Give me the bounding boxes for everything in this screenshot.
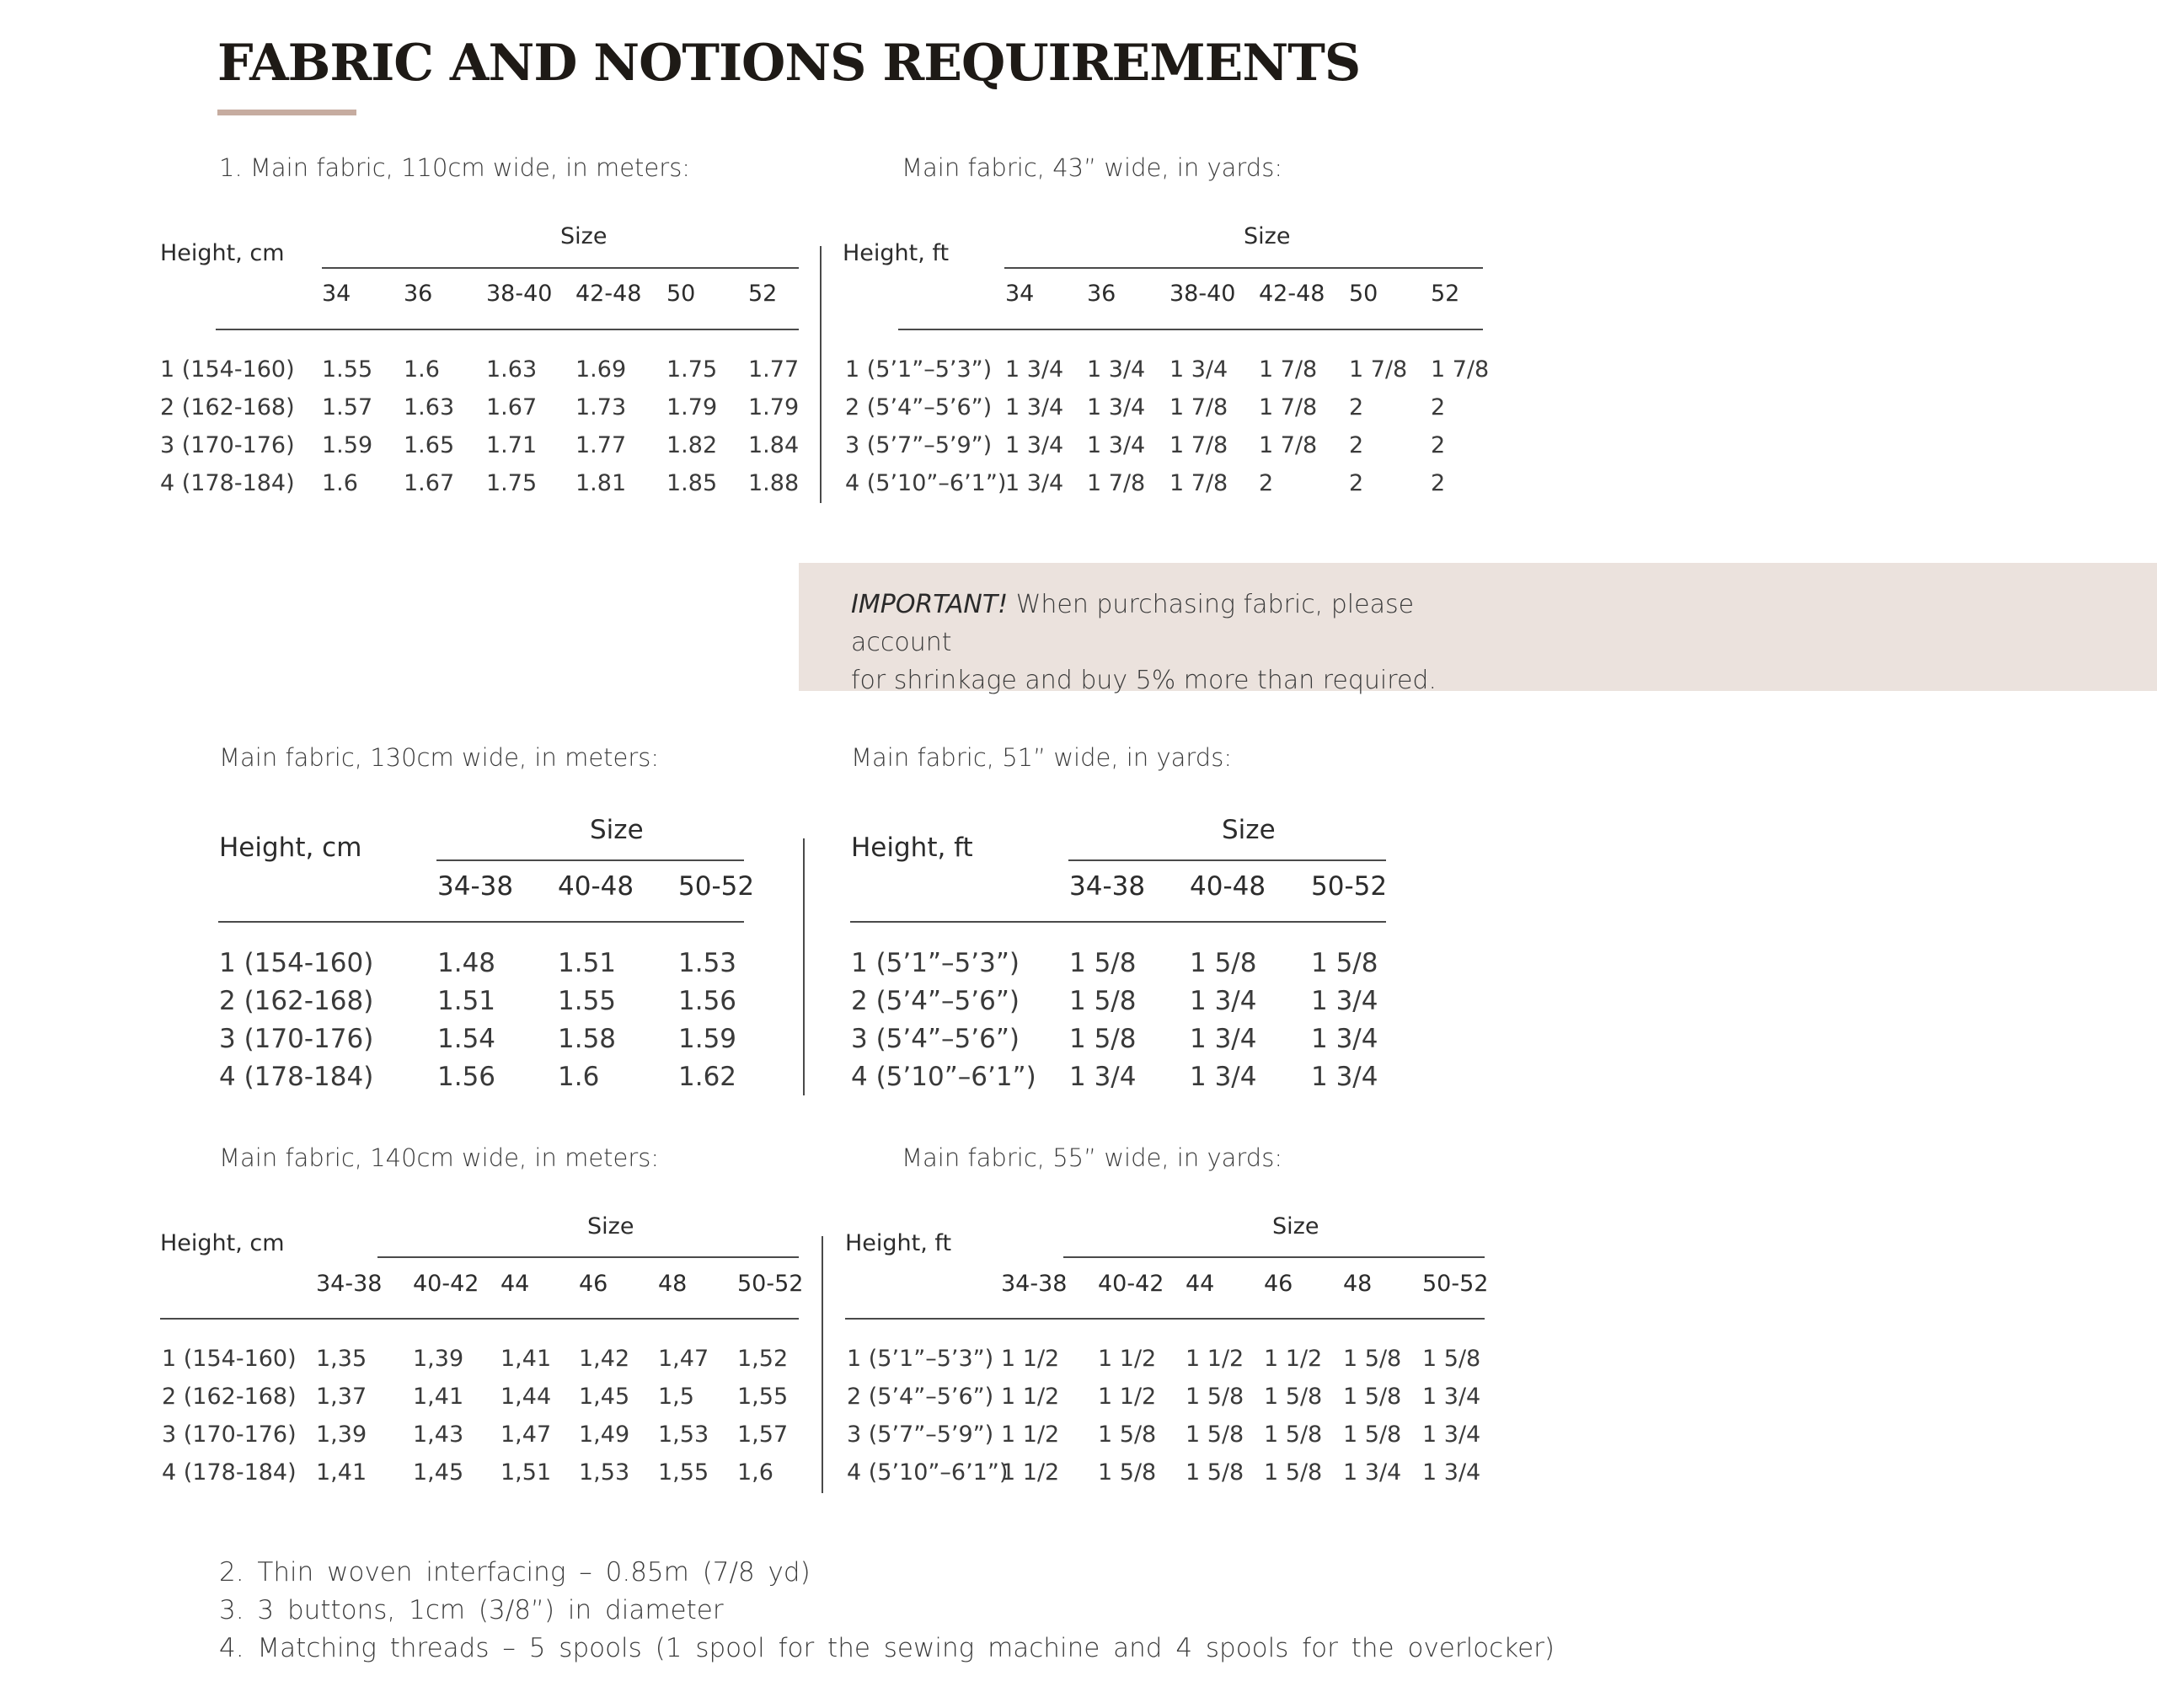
size-column-header: 34-38 xyxy=(1001,1271,1068,1297)
row-height-label: 4 (5’10”–6’1”) xyxy=(851,1062,1036,1092)
table-cell: 1 3/4 xyxy=(1190,1062,1257,1092)
row-height-label: 1 (154-160) xyxy=(219,948,374,978)
table-cell: 1 1/2 xyxy=(1001,1384,1060,1410)
table-divider xyxy=(803,838,805,1095)
table-cell: 1,39 xyxy=(413,1346,464,1372)
table-cell: 1,44 xyxy=(500,1384,552,1410)
table-cell: 1 5/8 xyxy=(1098,1459,1157,1486)
row-height-label: 2 (162-168) xyxy=(160,394,295,420)
size-header: Size xyxy=(1222,815,1276,845)
table-cell: 1 7/8 xyxy=(1259,432,1318,458)
table-cell: 1.77 xyxy=(748,356,800,383)
header-rule xyxy=(218,921,744,923)
table-cell: 1 7/8 xyxy=(1259,394,1318,420)
table-cell: 1 5/8 xyxy=(1264,1459,1323,1486)
table-cell: 1.63 xyxy=(486,356,538,383)
header-rule xyxy=(216,329,799,330)
table-cell: 1 7/8 xyxy=(1259,356,1318,383)
table-cell: 1 5/8 xyxy=(1186,1422,1244,1448)
table-cell: 1.55 xyxy=(558,986,617,1016)
table-cell: 1 3/4 xyxy=(1311,1024,1378,1054)
size-column-header: 52 xyxy=(1431,281,1460,307)
table-cell: 2 xyxy=(1259,470,1274,496)
size-column-header: 34-38 xyxy=(316,1271,383,1297)
table-cell: 2 xyxy=(1349,394,1364,420)
header-rule xyxy=(1004,267,1483,269)
row-height-label: 3 (5’4”–5’6”) xyxy=(851,1024,1020,1054)
table-cell: 1,53 xyxy=(658,1422,709,1448)
table-cell: 1 1/2 xyxy=(1001,1422,1060,1448)
table-cell: 1.81 xyxy=(575,470,627,496)
table-cell: 1 3/4 xyxy=(1422,1459,1481,1486)
row-height-label: 4 (178-184) xyxy=(162,1459,297,1486)
table-cell: 1 5/8 xyxy=(1343,1346,1402,1372)
height-header: Height, ft xyxy=(851,833,973,863)
size-header: Size xyxy=(560,223,607,249)
size-column-header: 52 xyxy=(748,281,778,307)
header-rule xyxy=(1063,1256,1485,1258)
table-divider xyxy=(820,246,822,503)
table-cell: 1 5/8 xyxy=(1343,1422,1402,1448)
size-column-header: 48 xyxy=(658,1271,688,1297)
table-cell: 1 5/8 xyxy=(1311,948,1378,978)
table-cell: 1 5/8 xyxy=(1422,1346,1481,1372)
table-cell: 1.51 xyxy=(558,948,617,978)
table-cell: 1 5/8 xyxy=(1186,1459,1244,1486)
list-item: 3. 3 buttons, 1cm (3/8”) in diameter xyxy=(219,1595,724,1625)
table-cell: 1 5/8 xyxy=(1264,1422,1323,1448)
caption-55in: Main fabric, 55” wide, in yards: xyxy=(902,1143,1283,1172)
header-rule xyxy=(377,1256,799,1258)
table-cell: 1,35 xyxy=(316,1346,367,1372)
row-height-label: 4 (5’10”–6’1”) xyxy=(847,1459,1009,1486)
table-cell: 1.69 xyxy=(575,356,627,383)
table-cell: 1.54 xyxy=(437,1024,496,1054)
size-column-header: 36 xyxy=(404,281,433,307)
size-column-header: 50-52 xyxy=(1422,1271,1489,1297)
table-cell: 1.48 xyxy=(437,948,496,978)
table-cell: 1.71 xyxy=(486,432,538,458)
size-column-header: 50 xyxy=(1349,281,1378,307)
notions-list xyxy=(219,1554,1555,1668)
important-note xyxy=(851,586,1508,699)
table-cell: 1 7/8 xyxy=(1087,470,1146,496)
table-cell: 1 3/4 xyxy=(1190,1024,1257,1054)
size-header: Size xyxy=(1244,223,1291,249)
table-cell: 1.58 xyxy=(558,1024,617,1054)
table-cell: 1,5 xyxy=(658,1384,694,1410)
table-cell: 1 1/2 xyxy=(1098,1384,1157,1410)
table-divider xyxy=(822,1236,823,1493)
table-cell: 1.55 xyxy=(322,356,373,383)
table-cell: 1 5/8 xyxy=(1264,1384,1323,1410)
size-column-header: 50-52 xyxy=(1311,871,1388,902)
size-column-header: 42-48 xyxy=(1259,281,1325,307)
table-cell: 2 xyxy=(1431,470,1446,496)
row-height-label: 3 (170-176) xyxy=(160,432,295,458)
table-cell: 1 5/8 xyxy=(1069,986,1137,1016)
table-cell: 1 7/8 xyxy=(1431,356,1490,383)
size-column-header: 50 xyxy=(666,281,696,307)
table-cell: 1 3/4 xyxy=(1343,1459,1402,1486)
table-cell: 1.56 xyxy=(678,986,737,1016)
size-column-header: 40-48 xyxy=(558,871,634,902)
table-cell: 1,47 xyxy=(500,1422,552,1448)
header-rule xyxy=(322,267,799,269)
table-cell: 1,45 xyxy=(413,1459,464,1486)
size-column-header: 48 xyxy=(1343,1271,1373,1297)
title-underline xyxy=(217,110,356,115)
table-cell: 1 5/8 xyxy=(1069,948,1137,978)
size-column-header: 40-48 xyxy=(1190,871,1266,902)
size-header: Size xyxy=(590,815,644,845)
table-cell: 1 1/2 xyxy=(1264,1346,1323,1372)
table-cell: 1 5/8 xyxy=(1069,1024,1137,1054)
table-cell: 1,53 xyxy=(579,1459,630,1486)
important-text-line1: When purchasing fabric, please account xyxy=(851,590,1415,657)
table-cell: 1.79 xyxy=(748,394,800,420)
table-cell: 2 xyxy=(1431,394,1446,420)
size-column-header: 38-40 xyxy=(1169,281,1236,307)
row-height-label: 2 (5’4”–5’6”) xyxy=(847,1384,994,1410)
table-cell: 1,43 xyxy=(413,1422,464,1448)
header-rule xyxy=(850,921,1386,923)
table-cell: 1.82 xyxy=(666,432,718,458)
table-cell: 1.77 xyxy=(575,432,627,458)
important-label: IMPORTANT! xyxy=(851,590,1009,619)
table-cell: 1,57 xyxy=(737,1422,789,1448)
table-cell: 1 3/4 xyxy=(1422,1384,1481,1410)
table-cell: 1 5/8 xyxy=(1186,1384,1244,1410)
size-column-header: 38-40 xyxy=(486,281,553,307)
size-column-header: 34 xyxy=(1005,281,1035,307)
table-cell: 1 5/8 xyxy=(1098,1422,1157,1448)
table-cell: 1 5/8 xyxy=(1190,948,1257,978)
height-header: Height, ft xyxy=(845,1230,952,1256)
caption-51in: Main fabric, 51” wide, in yards: xyxy=(851,743,1233,772)
size-column-header: 34-38 xyxy=(1069,871,1146,902)
table-cell: 1 3/4 xyxy=(1087,356,1146,383)
row-height-label: 4 (178-184) xyxy=(219,1062,374,1092)
size-column-header: 34-38 xyxy=(437,871,514,902)
table-cell: 1 3/4 xyxy=(1005,394,1064,420)
caption-43in: Main fabric, 43” wide, in yards: xyxy=(902,153,1283,182)
row-height-label: 4 (178-184) xyxy=(160,470,295,496)
table-cell: 1.67 xyxy=(486,394,538,420)
row-height-label: 1 (154-160) xyxy=(162,1346,297,1372)
row-height-label: 2 (5’4”–5’6”) xyxy=(851,986,1020,1016)
table-cell: 1 3/4 xyxy=(1069,1062,1137,1092)
row-height-label: 1 (5’1”–5’3”) xyxy=(851,948,1020,978)
height-header: Height, cm xyxy=(160,240,285,266)
table-cell: 1,41 xyxy=(500,1346,552,1372)
size-column-header: 50-52 xyxy=(737,1271,804,1297)
row-height-label: 1 (5’1”–5’3”) xyxy=(847,1346,994,1372)
table-cell: 1.6 xyxy=(558,1062,600,1092)
table-cell: 1.6 xyxy=(404,356,440,383)
table-cell: 1.85 xyxy=(666,470,718,496)
header-rule xyxy=(845,1318,1485,1320)
size-column-header: 40-42 xyxy=(1098,1271,1164,1297)
row-height-label: 3 (5’7”–5’9”) xyxy=(845,432,993,458)
table-cell: 1 7/8 xyxy=(1169,432,1228,458)
table-cell: 1,52 xyxy=(737,1346,789,1372)
row-height-label: 3 (170-176) xyxy=(219,1024,374,1054)
table-cell: 1,42 xyxy=(579,1346,630,1372)
table-cell: 1.51 xyxy=(437,986,496,1016)
table-cell: 1.63 xyxy=(404,394,455,420)
table-cell: 1.84 xyxy=(748,432,800,458)
table-cell: 2 xyxy=(1349,432,1364,458)
header-rule xyxy=(898,329,1483,330)
table-cell: 1.79 xyxy=(666,394,718,420)
table-cell: 1 3/4 xyxy=(1005,470,1064,496)
table-cell: 1,55 xyxy=(658,1459,709,1486)
table-cell: 1.67 xyxy=(404,470,455,496)
table-cell: 1 3/4 xyxy=(1169,356,1228,383)
height-header: Height, cm xyxy=(219,833,362,863)
size-column-header: 46 xyxy=(1264,1271,1293,1297)
size-header: Size xyxy=(587,1213,634,1240)
row-height-label: 1 (154-160) xyxy=(160,356,295,383)
table-cell: 1.75 xyxy=(486,470,538,496)
table-cell: 1 3/4 xyxy=(1311,986,1378,1016)
table-cell: 1,47 xyxy=(658,1346,709,1372)
table-cell: 1 3/4 xyxy=(1190,986,1257,1016)
height-header: Height, ft xyxy=(843,240,950,266)
table-cell: 1,39 xyxy=(316,1422,367,1448)
table-cell: 1,6 xyxy=(737,1459,773,1486)
table-cell: 1 1/2 xyxy=(1001,1346,1060,1372)
table-cell: 1 3/4 xyxy=(1422,1422,1481,1448)
header-rule xyxy=(1068,859,1386,861)
table-cell: 1.57 xyxy=(322,394,373,420)
table-cell: 2 xyxy=(1431,432,1446,458)
important-text-line2: for shrinkage and buy 5% more than required. xyxy=(851,666,1437,695)
row-height-label: 2 (162-168) xyxy=(162,1384,297,1410)
table-cell: 1 1/2 xyxy=(1001,1459,1060,1486)
table-cell: 1 3/4 xyxy=(1005,356,1064,383)
table-cell: 1.75 xyxy=(666,356,718,383)
row-height-label: 4 (5’10”–6’1”) xyxy=(845,470,1007,496)
size-column-header: 34 xyxy=(322,281,351,307)
table-cell: 1.65 xyxy=(404,432,455,458)
row-height-label: 3 (170-176) xyxy=(162,1422,297,1448)
caption-110cm: 1. Main fabric, 110cm wide, in meters: xyxy=(219,153,691,182)
table-cell: 1,49 xyxy=(579,1422,630,1448)
table-cell: 1 3/4 xyxy=(1311,1062,1378,1092)
table-cell: 1 3/4 xyxy=(1087,394,1146,420)
table-cell: 1,55 xyxy=(737,1384,789,1410)
header-rule xyxy=(160,1318,799,1320)
table-cell: 1,41 xyxy=(316,1459,367,1486)
table-cell: 2 xyxy=(1349,470,1364,496)
table-cell: 1.59 xyxy=(322,432,373,458)
table-cell: 1 3/4 xyxy=(1087,432,1146,458)
caption-130cm: Main fabric, 130cm wide, in meters: xyxy=(219,743,660,772)
height-header: Height, cm xyxy=(160,1230,285,1256)
table-cell: 1.88 xyxy=(748,470,800,496)
size-column-header: 50-52 xyxy=(678,871,755,902)
caption-140cm: Main fabric, 140cm wide, in meters: xyxy=(219,1143,660,1172)
table-cell: 1.59 xyxy=(678,1024,737,1054)
row-height-label: 2 (5’4”–5’6”) xyxy=(845,394,993,420)
table-cell: 1,37 xyxy=(316,1384,367,1410)
size-column-header: 40-42 xyxy=(413,1271,479,1297)
page-title: FABRIC AND NOTIONS REQUIREMENTS xyxy=(217,34,1361,93)
list-item: 4. Matching threads – 5 spools (1 spool for the sewing machine and 4 spools for the overlocker) xyxy=(219,1633,1555,1663)
table-cell: 1 3/4 xyxy=(1005,432,1064,458)
table-cell: 1.6 xyxy=(322,470,358,496)
size-column-header: 36 xyxy=(1087,281,1116,307)
table-cell: 1.73 xyxy=(575,394,627,420)
list-item: 2. Thin woven interfacing – 0.85m (7/8 yd) xyxy=(219,1557,811,1588)
size-column-header: 42-48 xyxy=(575,281,642,307)
table-cell: 1.62 xyxy=(678,1062,737,1092)
table-cell: 1 7/8 xyxy=(1169,470,1228,496)
size-column-header: 44 xyxy=(500,1271,530,1297)
table-cell: 1.53 xyxy=(678,948,737,978)
table-cell: 1,51 xyxy=(500,1459,552,1486)
table-cell: 1 1/2 xyxy=(1098,1346,1157,1372)
size-column-header: 44 xyxy=(1186,1271,1215,1297)
header-rule xyxy=(436,859,744,861)
table-cell: 1 7/8 xyxy=(1349,356,1408,383)
size-column-header: 46 xyxy=(579,1271,608,1297)
row-height-label: 3 (5’7”–5’9”) xyxy=(847,1422,994,1448)
table-cell: 1 7/8 xyxy=(1169,394,1228,420)
size-header: Size xyxy=(1272,1213,1319,1240)
table-cell: 1.56 xyxy=(437,1062,496,1092)
table-cell: 1 1/2 xyxy=(1186,1346,1244,1372)
table-cell: 1,45 xyxy=(579,1384,630,1410)
table-cell: 1 5/8 xyxy=(1343,1384,1402,1410)
table-cell: 1,41 xyxy=(413,1384,464,1410)
row-height-label: 2 (162-168) xyxy=(219,986,374,1016)
row-height-label: 1 (5’1”–5’3”) xyxy=(845,356,993,383)
